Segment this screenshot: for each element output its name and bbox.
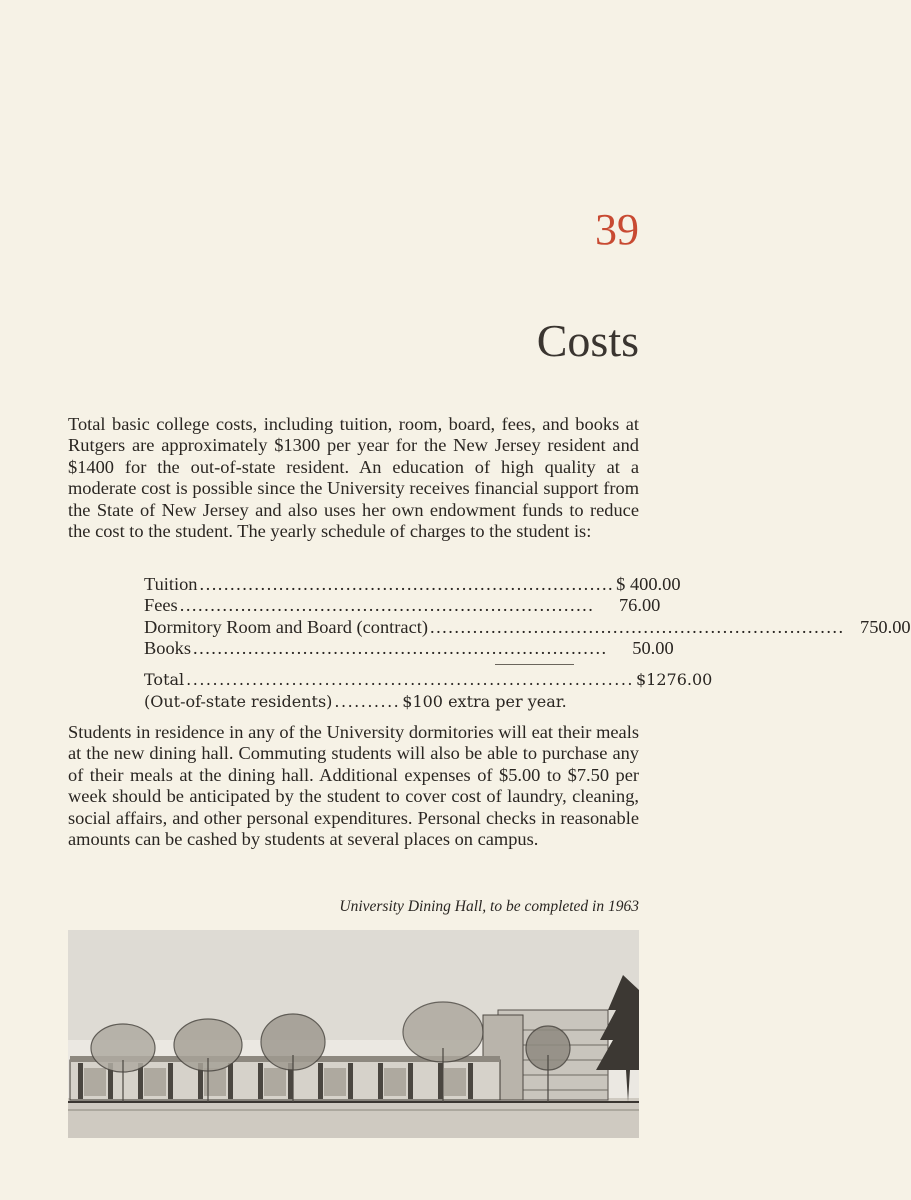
leader-dots: .................................................................... (179, 595, 595, 616)
total-label: Total (144, 670, 185, 689)
total-amount: $1276.00 (636, 670, 713, 689)
schedule-label: Tuition (144, 574, 198, 594)
schedule-row-total (144, 670, 713, 691)
schedule-amount: 76.00 (618, 595, 661, 616)
total-rule (495, 664, 574, 665)
schedule-amount: $ 400.00 (616, 574, 681, 594)
schedule-row-out-of-state (144, 692, 567, 713)
schedule-row-books (144, 638, 674, 659)
dining-paragraph: Students in residence in any of the University dormitories will eat their meals at the new dining hall. Commuting students will also be able to purchase any of their meals at the dining hall. Additional expenses of $5.00 to $7.50 per week should be anticipated by the student to cover cost of laundry, cleaning, social affairs, and other personal expenditures. Personal checks in reasonable amounts can be cashed by students at several places on campus. (68, 722, 639, 850)
page-number: 39 (595, 205, 639, 254)
schedule-label: Books (144, 638, 192, 659)
intro-paragraph: Total basic college costs, including tuition, room, board, fees, and books at Rutgers are approximately $1300 per year for the New Jersey resident and $1400 for the out-of-state resident. An education of high quality at a moderate cost is possible since the University receives financial support from the State of New Jersey and also uses her own endowment funds to reduce the cost to the student. The yearly schedule of charges to the student is: (68, 414, 639, 542)
schedule-amount: 750.00 (860, 616, 911, 637)
leader-dots: .................................................................... (429, 616, 845, 637)
schedule-label: Fees (144, 595, 178, 616)
schedule-label: Dormitory Room and Board (contract) (144, 616, 428, 637)
leader-dots: .................................................................... (199, 574, 615, 594)
charges-schedule (144, 574, 911, 660)
schedule-row-room-board (144, 616, 911, 638)
dining-hall-illustration (68, 930, 639, 1138)
dining-hall-drawing (68, 930, 639, 1138)
out-of-state-label: (Out-of-state residents) (144, 692, 333, 711)
schedule-amount: 50.00 (632, 638, 674, 659)
leader-dots: .......... (334, 692, 401, 711)
leader-dots: .................................................................... (186, 670, 634, 689)
page-title: Costs (536, 315, 639, 366)
figure-caption: University Dining Hall, to be completed in 1963 (339, 898, 639, 915)
leader-dots: .................................................................... (193, 638, 608, 659)
schedule-row-tuition (144, 574, 681, 595)
schedule-row-fees (144, 595, 661, 616)
out-of-state-amount: $100 extra per year. (402, 692, 567, 711)
